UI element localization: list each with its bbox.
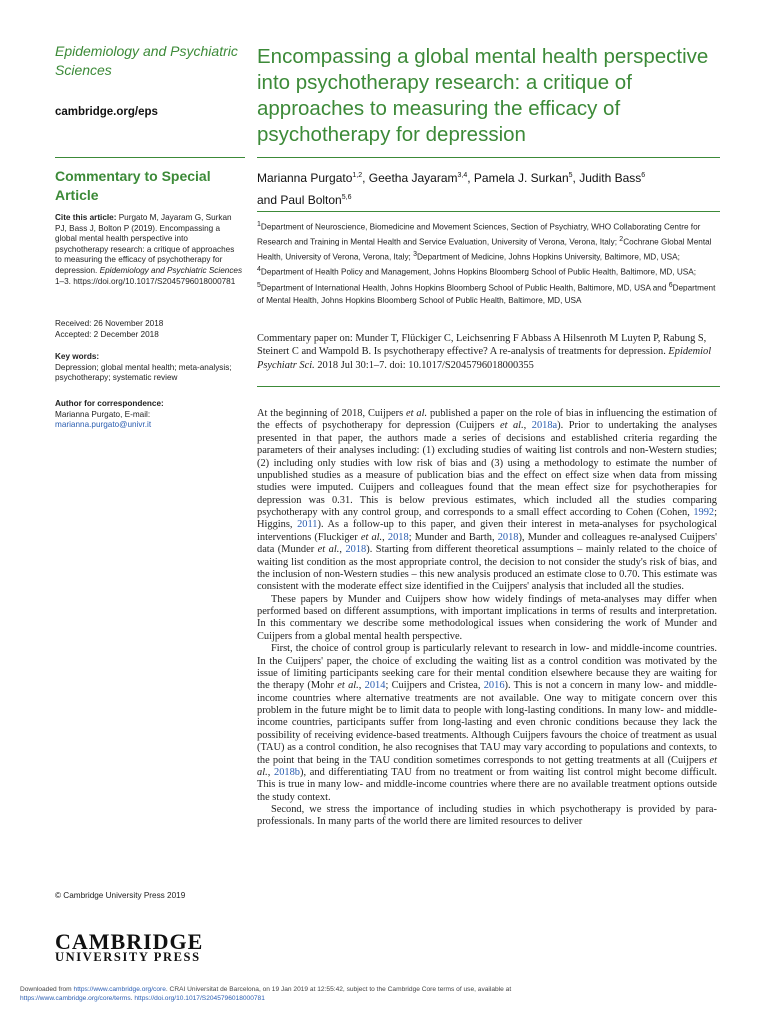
correspondence-block <box>55 399 243 431</box>
citation-link[interactable]: 1992 <box>693 507 715 518</box>
author-name: , Geetha Jayaram <box>362 171 458 185</box>
citation-link[interactable]: 2014 <box>364 680 386 692</box>
affil-marker: 1 <box>257 221 261 228</box>
cite-journal: Epidemiology and Psychiatric Sciences <box>99 265 243 275</box>
journal-url[interactable]: cambridge.org/eps <box>55 106 158 118</box>
cite-doi[interactable]: https://doi.org/10.1017/S2045796018000781 <box>73 276 236 286</box>
publisher-logo-subtitle: UNIVERSITY PRESS <box>55 950 201 964</box>
accepted-date: Accepted: 2 December 2018 <box>55 330 159 339</box>
download-footer <box>20 985 750 1003</box>
footer-doi-link[interactable]: https://doi.org/10.1017/S2045796018000781 <box>134 995 265 1002</box>
author-affil: 5 <box>568 172 573 179</box>
cite-pages: 1–3. <box>55 276 71 286</box>
cite-text: Purgato M, Jayaram G, Surkan PJ, Bass J, Bolton P (2019). Encompassing a global mental health perspective into psychotherapy research: a critique of approaches to measuring the efficacy of psychotherapy for depression. <box>55 213 235 275</box>
correspondence-name: Marianna Purgato, E-mail: <box>55 409 151 419</box>
correspondence-label: Author for correspondence: <box>55 399 164 408</box>
author-name: and Paul Bolton <box>257 193 342 207</box>
affil-marker: 4 <box>257 266 261 274</box>
affil-text: Department of International Health, Johns Hopkins Bloomberg School of Public Health, Baltimore, MD, USA and <box>260 283 667 293</box>
affil-text: Cochrane Global Mental Health, University of Verona, Verona, Italy; <box>257 237 712 263</box>
author-affil: 5,6 <box>341 194 352 201</box>
affiliations <box>257 219 722 307</box>
footer-link[interactable]: https://www.cambridge.org/core <box>73 986 166 993</box>
citation-link[interactable]: 2018 <box>387 531 409 543</box>
citation-link[interactable]: 2018a <box>531 420 558 432</box>
commentary-text: Commentary paper on: Munder T, Flückiger C, Leichsenring F Abbass A Hilsenroth M Luyten P, Rabung S, Steinert C and Wampold B. Is psychotherapy effective? A re-analysis of treatments for depression. <box>257 333 707 358</box>
citation-link[interactable]: 2011 <box>297 519 318 531</box>
footer-text: Downloaded from <box>20 986 72 993</box>
section-label: Commentary to Special Article <box>55 168 211 203</box>
commentary-divider <box>257 386 720 387</box>
citation-link[interactable]: 2018 <box>345 544 367 556</box>
dates-block <box>55 318 243 340</box>
publisher-logo: CAMBRIDGE <box>55 929 204 954</box>
affil-text: Department of Neuroscience, Biomedicine and Movement Sciences, Section of Psychiatry, WHO Collaborating Centre for Research and Training in Mental Health and Service Evaluation, University of Verona, Verona, Italy; <box>257 222 701 247</box>
author-affil: 1,2 <box>352 172 363 179</box>
commentary-journal: Epidemiol Psychiatr Sci. <box>257 346 712 371</box>
footer-text: . <box>130 995 133 1002</box>
copyright: © Cambridge University Press 2019 <box>55 891 186 900</box>
correspondence-email[interactable]: marianna.purgato@univr.it <box>55 420 152 430</box>
title-divider <box>257 157 720 158</box>
article-title: Encompassing a global mental health perspective into psychotherapy research: a critique of approaches to measuring the efficacy of psychotherapy for depression <box>257 45 709 146</box>
received-date: Received: 26 November 2018 <box>55 319 164 328</box>
footer-text: . CRAI Universitat de Barcelona, on 19 Jan 2019 at 12:55:42, subject to the Cambridge Core terms of use, available at <box>165 986 512 993</box>
affil-marker: 2 <box>619 236 624 244</box>
author-affil: 3,4 <box>457 172 468 179</box>
author-name: , Judith Bass <box>572 171 642 185</box>
affil-text: Department of Medicine, Johns Hopkins University, Baltimore, MD, USA; <box>417 253 680 263</box>
citation-link[interactable]: 2018b <box>274 766 300 778</box>
journal-name: Epidemiology and Psychiatric Sciences <box>55 43 238 78</box>
authors-divider <box>257 211 720 212</box>
author-list <box>257 166 727 210</box>
keywords-label: Key words: <box>55 352 100 361</box>
cite-label: Cite this article: <box>55 213 117 222</box>
cite-block <box>55 213 243 287</box>
author-name: , Pamela J. Surkan <box>467 171 569 185</box>
sidebar-divider <box>55 157 245 158</box>
affil-marker: 5 <box>257 281 261 289</box>
commentary-doi: 2018 Jul 30:1–7. doi: 10.1017/S2045796018000355 <box>317 359 534 371</box>
body-paragraph: Second, we stress the importance of including studies in which psychotherapy is provided by para-professionals. In many parts of the world there are limited resources to deliver <box>257 804 717 828</box>
affil-marker: 3 <box>413 251 418 259</box>
affil-marker: 6 <box>668 281 673 289</box>
author-name: Marianna Purgato <box>257 171 353 185</box>
author-affil: 6 <box>641 172 646 179</box>
body-paragraph: These papers by Munder and Cuijpers show how widely findings of meta-analyses may differ when performed based on different assumptions, with important implications in terms of results and interpretation. In this commentary we describe some methodological issues when considering the work of Munder and Cuijpers from a global mental health perspective. <box>257 593 717 642</box>
keywords-text: Depression; global mental health; meta-analysis; psychotherapy; systematic review <box>55 362 232 383</box>
body-paragraph: First, the choice of control group is particularly relevant to research in low- and middle-income countries. In the Cuijpers' paper, the choice of excluding the waiting list as a control condition was motivated by the issue of limiting participants seeking care for their mental condition elsewhere because they are waiting for the therapy (Mohr et al., 2014; Cuijpers and Cristea, 2016). This is not a concern in many low- and middle-income countries where alternative treatments are not available. One way to mitigate concern over this problem in the future might be to limit data to people with long-lasting conditions. In many low- and middle-income countries, participants suffer from long-lasting and even chronic conditions because they lack the possibility of receiving evidence-based treatments. Although Cuijpers favours the choice of treatment as usual (TAU) as a control condition, he also recognises that TAU may vary according to populations and contexts, to the point that being in the TAU condition sometimes corresponds to not getting treatments at all (Cuijpers et al., 2018b), and differentiating TAU from no treatment or from waiting list control might become difficult. This is true in many low- and middle-income countries where there are no available treatment options outside the study context. <box>257 643 717 803</box>
commentary-reference <box>257 332 722 372</box>
affil-text: Department of Health Policy and Management, Johns Hopkins Bloomberg School of Public Health, Baltimore, MD, USA; <box>260 268 696 278</box>
affil-text: Department of Mental Health, Johns Hopkins Bloomberg School of Public Health, Baltimore, MD, USA <box>257 283 716 305</box>
body-paragraph: At the beginning of 2018, Cuijpers et al. published a paper on the role of bias in influencing the estimation of the effects of psychotherapy for depression (Cuijpers et al., 2018a). Prior to undertaking the analyses presented in that paper, the authors made a series of decisions and established criteria regarding the parameters of their analyses including: (1) excluding studies of waiting list controls and non-Western studies; (2) including only studies with low risk of bias and (3) using a methodology to estimate the number of unpublished studies as a measure of publication bias and the effect on effect size when data from missing studies were imputed. Cuijpers and colleagues found that the mean effect size for psychotherapies for depression was 0.31. This is below previous estimates, which included all the studies comparing psychotherapy with any control group, and corresponds to a small effect according to Cohen (Cohen, 1992; Higgins, 2011). As a follow-up to this paper, and given their interest in meta-analyses for psychological interventions (Fluckiger et al., 2018; Munder and Barth, 2018), Munder and colleagues re-analysed Cuijpers' data (Munder et al., 2018). Starting from different theoretical assumptions – mainly related to the choice of waiting list condition as the most appropriate control, the decision to not consider the study's risk of bias, and the inclusion of non-Western studies – this new analysis produced an estimate close to 0.70. This estimate was consistent with the moderate effect size identified in the Cuijpers' analysis that included all the studies. <box>257 408 718 593</box>
article-body <box>257 408 717 829</box>
citation-link[interactable]: 2018 <box>497 531 519 543</box>
keywords-block <box>55 352 243 384</box>
footer-link[interactable]: https://www.cambridge.org/core/terms <box>20 995 131 1002</box>
citation-link[interactable]: 2016 <box>483 680 505 692</box>
